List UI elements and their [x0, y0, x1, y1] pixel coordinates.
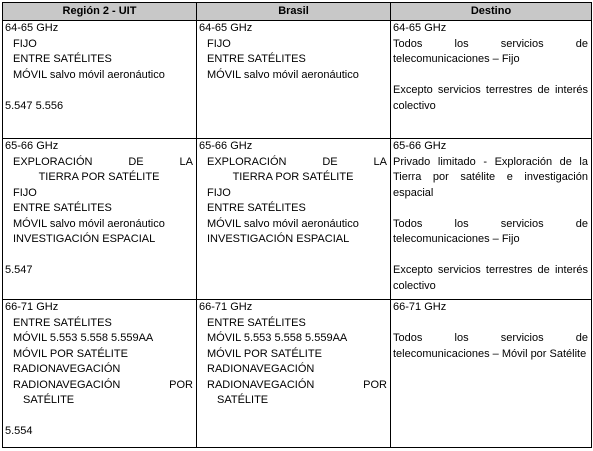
frequency-allocation-table [2, 2, 592, 448]
service-item: RADIONAVEGACIÓN [207, 363, 315, 375]
destino-paragraph: Todos los servicios de telecomunicaciones – Fijo [393, 37, 588, 65]
service-item: MÓVIL salvo móvil aeronáutico [13, 217, 165, 230]
radionav-satellite-line2: SATÉLITE [23, 394, 75, 406]
destino-paragraph: Excepto servicios terrestres de interés colectivo [393, 264, 588, 292]
destino-paragraph: Privado limitado - Exploración de la Tierra por satélite e investigación espacial [393, 155, 588, 199]
table-row [3, 139, 592, 300]
band-label: 64-65 GHz [199, 22, 253, 34]
radionav-satellite-line: RADIONAVEGACIÓN POR [13, 378, 193, 391]
service-item: MÓVIL salvo móvil aeronáutico [207, 217, 359, 230]
service-item: INVESTIGACIÓN ESPACIAL [207, 233, 350, 245]
header-brasil: Brasil [197, 3, 391, 21]
band-label: 65-66 GHz [199, 140, 253, 152]
band-label: 66-71 GHz [199, 301, 253, 313]
service-item: RADIONAVEGACIÓN [13, 363, 121, 375]
radionav-satellite-line: RADIONAVEGACIÓN POR [207, 378, 387, 391]
footnotes: 5.554 [5, 425, 33, 437]
exploration-service-line2: TIERRA POR SATÉLITE [232, 171, 354, 183]
table-row [3, 21, 592, 139]
band-label: 66-71 GHz [5, 301, 59, 313]
service-item: FIJO [207, 37, 231, 50]
service-item: ENTRE SATÉLITES [13, 316, 112, 329]
destino-cell [391, 300, 592, 448]
service-item: MÓVIL POR SATÉLITE [13, 347, 128, 360]
destino-paragraph: Excepto servicios terrestres de interés colectivo [393, 84, 588, 112]
service-item: ENTRE SATÉLITES [207, 53, 306, 65]
destino-paragraph: Todos los servicios de telecomunicaciones – Móvil por Satélite [393, 332, 588, 360]
brasil-cell [197, 21, 391, 139]
service-item: MÓVIL salvo móvil aeronáutico [13, 68, 165, 81]
uit-cell [3, 21, 197, 139]
brasil-cell [197, 300, 391, 448]
service-item: MÓVIL POR SATÉLITE [207, 347, 322, 360]
service-item: FIJO [207, 186, 231, 199]
destino-cell [391, 139, 592, 300]
band-label: 64-65 GHz [5, 22, 59, 34]
band-label: 65-66 GHz [5, 140, 59, 152]
service-item: MÓVIL 5.553 5.558 5.559AA [13, 332, 154, 344]
service-item: INVESTIGACIÓN ESPACIAL [13, 233, 156, 245]
service-item: MÓVIL salvo móvil aeronáutico [207, 68, 359, 81]
service-item: ENTRE SATÉLITES [13, 53, 112, 65]
exploration-service-line: EXPLORACIÓN DE LA [13, 155, 193, 168]
exploration-service-line2: TIERRA POR SATÉLITE [38, 171, 160, 183]
footnotes: 5.547 [5, 264, 33, 276]
header-region2-uit: Región 2 - UIT [3, 3, 197, 21]
service-item: ENTRE SATÉLITES [207, 316, 306, 329]
service-item: ENTRE SATÉLITES [207, 202, 306, 214]
table-row [3, 300, 592, 448]
service-item: ENTRE SATÉLITES [13, 202, 112, 214]
band-label: 65-66 GHz [393, 140, 447, 152]
uit-cell [3, 139, 197, 300]
service-item: MÓVIL 5.553 5.558 5.559AA [207, 332, 348, 344]
band-label: 64-65 GHz [393, 22, 447, 34]
destino-cell [391, 21, 592, 139]
brasil-cell [197, 139, 391, 300]
radionav-satellite-line2: SATÉLITE [217, 394, 269, 406]
destino-paragraph: Todos los servicios de telecomunicaciones – Fijo [393, 217, 588, 245]
header-row [3, 3, 592, 21]
exploration-service-line: EXPLORACIÓN DE LA [207, 155, 387, 168]
uit-cell [3, 300, 197, 448]
service-item: FIJO [13, 37, 37, 50]
service-item: FIJO [13, 186, 37, 199]
band-label: 66-71 GHz [393, 301, 447, 313]
header-destino: Destino [391, 3, 592, 21]
footnotes: 5.547 5.556 [5, 99, 64, 112]
